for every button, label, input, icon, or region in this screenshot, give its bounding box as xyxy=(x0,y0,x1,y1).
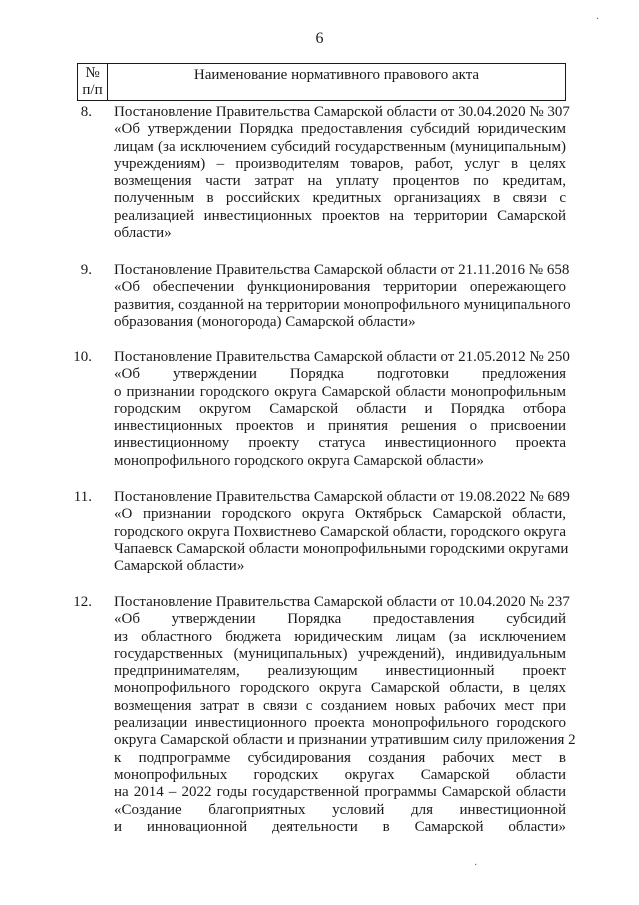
text-line: учреждениям) – производителям товаров, работ, услуг в целях xyxy=(114,155,566,172)
text-line: Постановление Правительства Самарской области от 21.11.2016 № 658 xyxy=(114,262,570,278)
scan-speck: · xyxy=(474,860,478,871)
text-line: полученным в российских кредитных организациях в связи с xyxy=(114,190,566,207)
item-number: 9. xyxy=(80,262,92,278)
text-line: «Об утверждении Порядка подготовки предложения xyxy=(114,366,566,383)
text-line: о признании городского округа Самарской области монопрофильным xyxy=(114,383,566,400)
item-text xyxy=(114,489,570,575)
text-line: развития, созданной на территории монопрофильного муниципального xyxy=(114,296,571,313)
text-line: «О признании городского округа Октябрьск Самарской области, xyxy=(114,506,566,523)
text-line: и инновационной деятельности в Самарской области» xyxy=(114,818,566,835)
text-line: монопрофильного городского округа Самарской области, в целях xyxy=(114,680,566,697)
text-line: монопрофильных городских округах Самарской области xyxy=(114,766,566,783)
header-number-column xyxy=(78,64,108,100)
text-line: реализацией инвестиционных проектов на территории Самарской xyxy=(114,207,566,224)
table-header xyxy=(77,63,566,101)
text-line: «Создание благоприятных условий для инвестиционной xyxy=(114,801,566,818)
page-number: 6 xyxy=(315,30,324,47)
header-number-sign: № xyxy=(85,65,100,81)
item-text xyxy=(114,594,576,836)
text-line: «Об обеспечении функционирования территории опережающего xyxy=(114,279,566,296)
text-line: возмещения части затрат на уплату процентов по кредитам, xyxy=(114,173,566,190)
item-text xyxy=(114,104,570,242)
text-line: Чапаевск Самарской области монопрофильными городскими округами xyxy=(114,540,569,557)
item-number: 8. xyxy=(80,104,92,120)
text-line: области» xyxy=(114,225,172,242)
scan-speck: · xyxy=(596,14,600,25)
text-line: городским округом Самарской области и Порядка отбора xyxy=(114,400,566,417)
text-line: Постановление Правительства Самарской области от 19.08.2022 № 689 xyxy=(114,489,570,505)
text-line: Постановление Правительства Самарской области от 10.04.2020 № 237 xyxy=(114,594,570,610)
text-line: государственных (муниципальных) учреждений), индивидуальным xyxy=(114,645,566,662)
item-number: 11. xyxy=(73,489,92,505)
text-line: лицам (за исключением субсидий государственным (муниципальным) xyxy=(114,138,566,155)
text-line: к подпрограмме субсидирования создания рабочих мест в xyxy=(114,749,566,766)
text-line: «Об утверждении Порядка предоставления субсидий юридическим xyxy=(114,121,566,138)
text-line: инвестиционному проекту статуса инвестиционного проекта xyxy=(114,435,566,452)
text-line: городского округа Похвистнево Самарской области, городского округа xyxy=(114,523,566,540)
header-number-abbr: п/п xyxy=(82,82,103,98)
item-text xyxy=(114,262,571,331)
text-line: из областного бюджета юридическим лицам (за исключением xyxy=(114,628,566,645)
text-line: инвестиционных проектов и принятия решения о присвоении xyxy=(114,418,566,435)
text-line: монопрофильного городского округа Самарской области» xyxy=(114,452,484,469)
text-line: реализации инвестиционного проекта монопрофильного городского xyxy=(114,715,566,732)
item-text xyxy=(114,349,570,470)
item-number: 10. xyxy=(73,349,92,365)
text-line: Самарской области» xyxy=(114,558,245,575)
header-title-column: Наименование нормативного правового акта xyxy=(193,67,480,83)
text-line: возмещения затрат в связи с созданием новых рабочих мест при xyxy=(114,697,566,714)
text-line: образования (моногорода) Самарской области» xyxy=(114,313,416,330)
text-line: предпринимателям, реализующим инвестиционный проект xyxy=(114,663,566,680)
text-line: Постановление Правительства Самарской области от 21.05.2012 № 250 xyxy=(114,349,570,365)
text-line: на 2014 – 2022 годы государственной программы Самарской области xyxy=(114,784,566,801)
text-line: Постановление Правительства Самарской области от 30.04.2020 № 307 xyxy=(114,104,570,120)
item-number: 12. xyxy=(73,594,92,610)
text-line: «Об утверждении Порядка предоставления субсидий xyxy=(114,611,566,628)
text-line: округа Самарской области и признании утратившим силу приложения 2 xyxy=(114,732,576,749)
